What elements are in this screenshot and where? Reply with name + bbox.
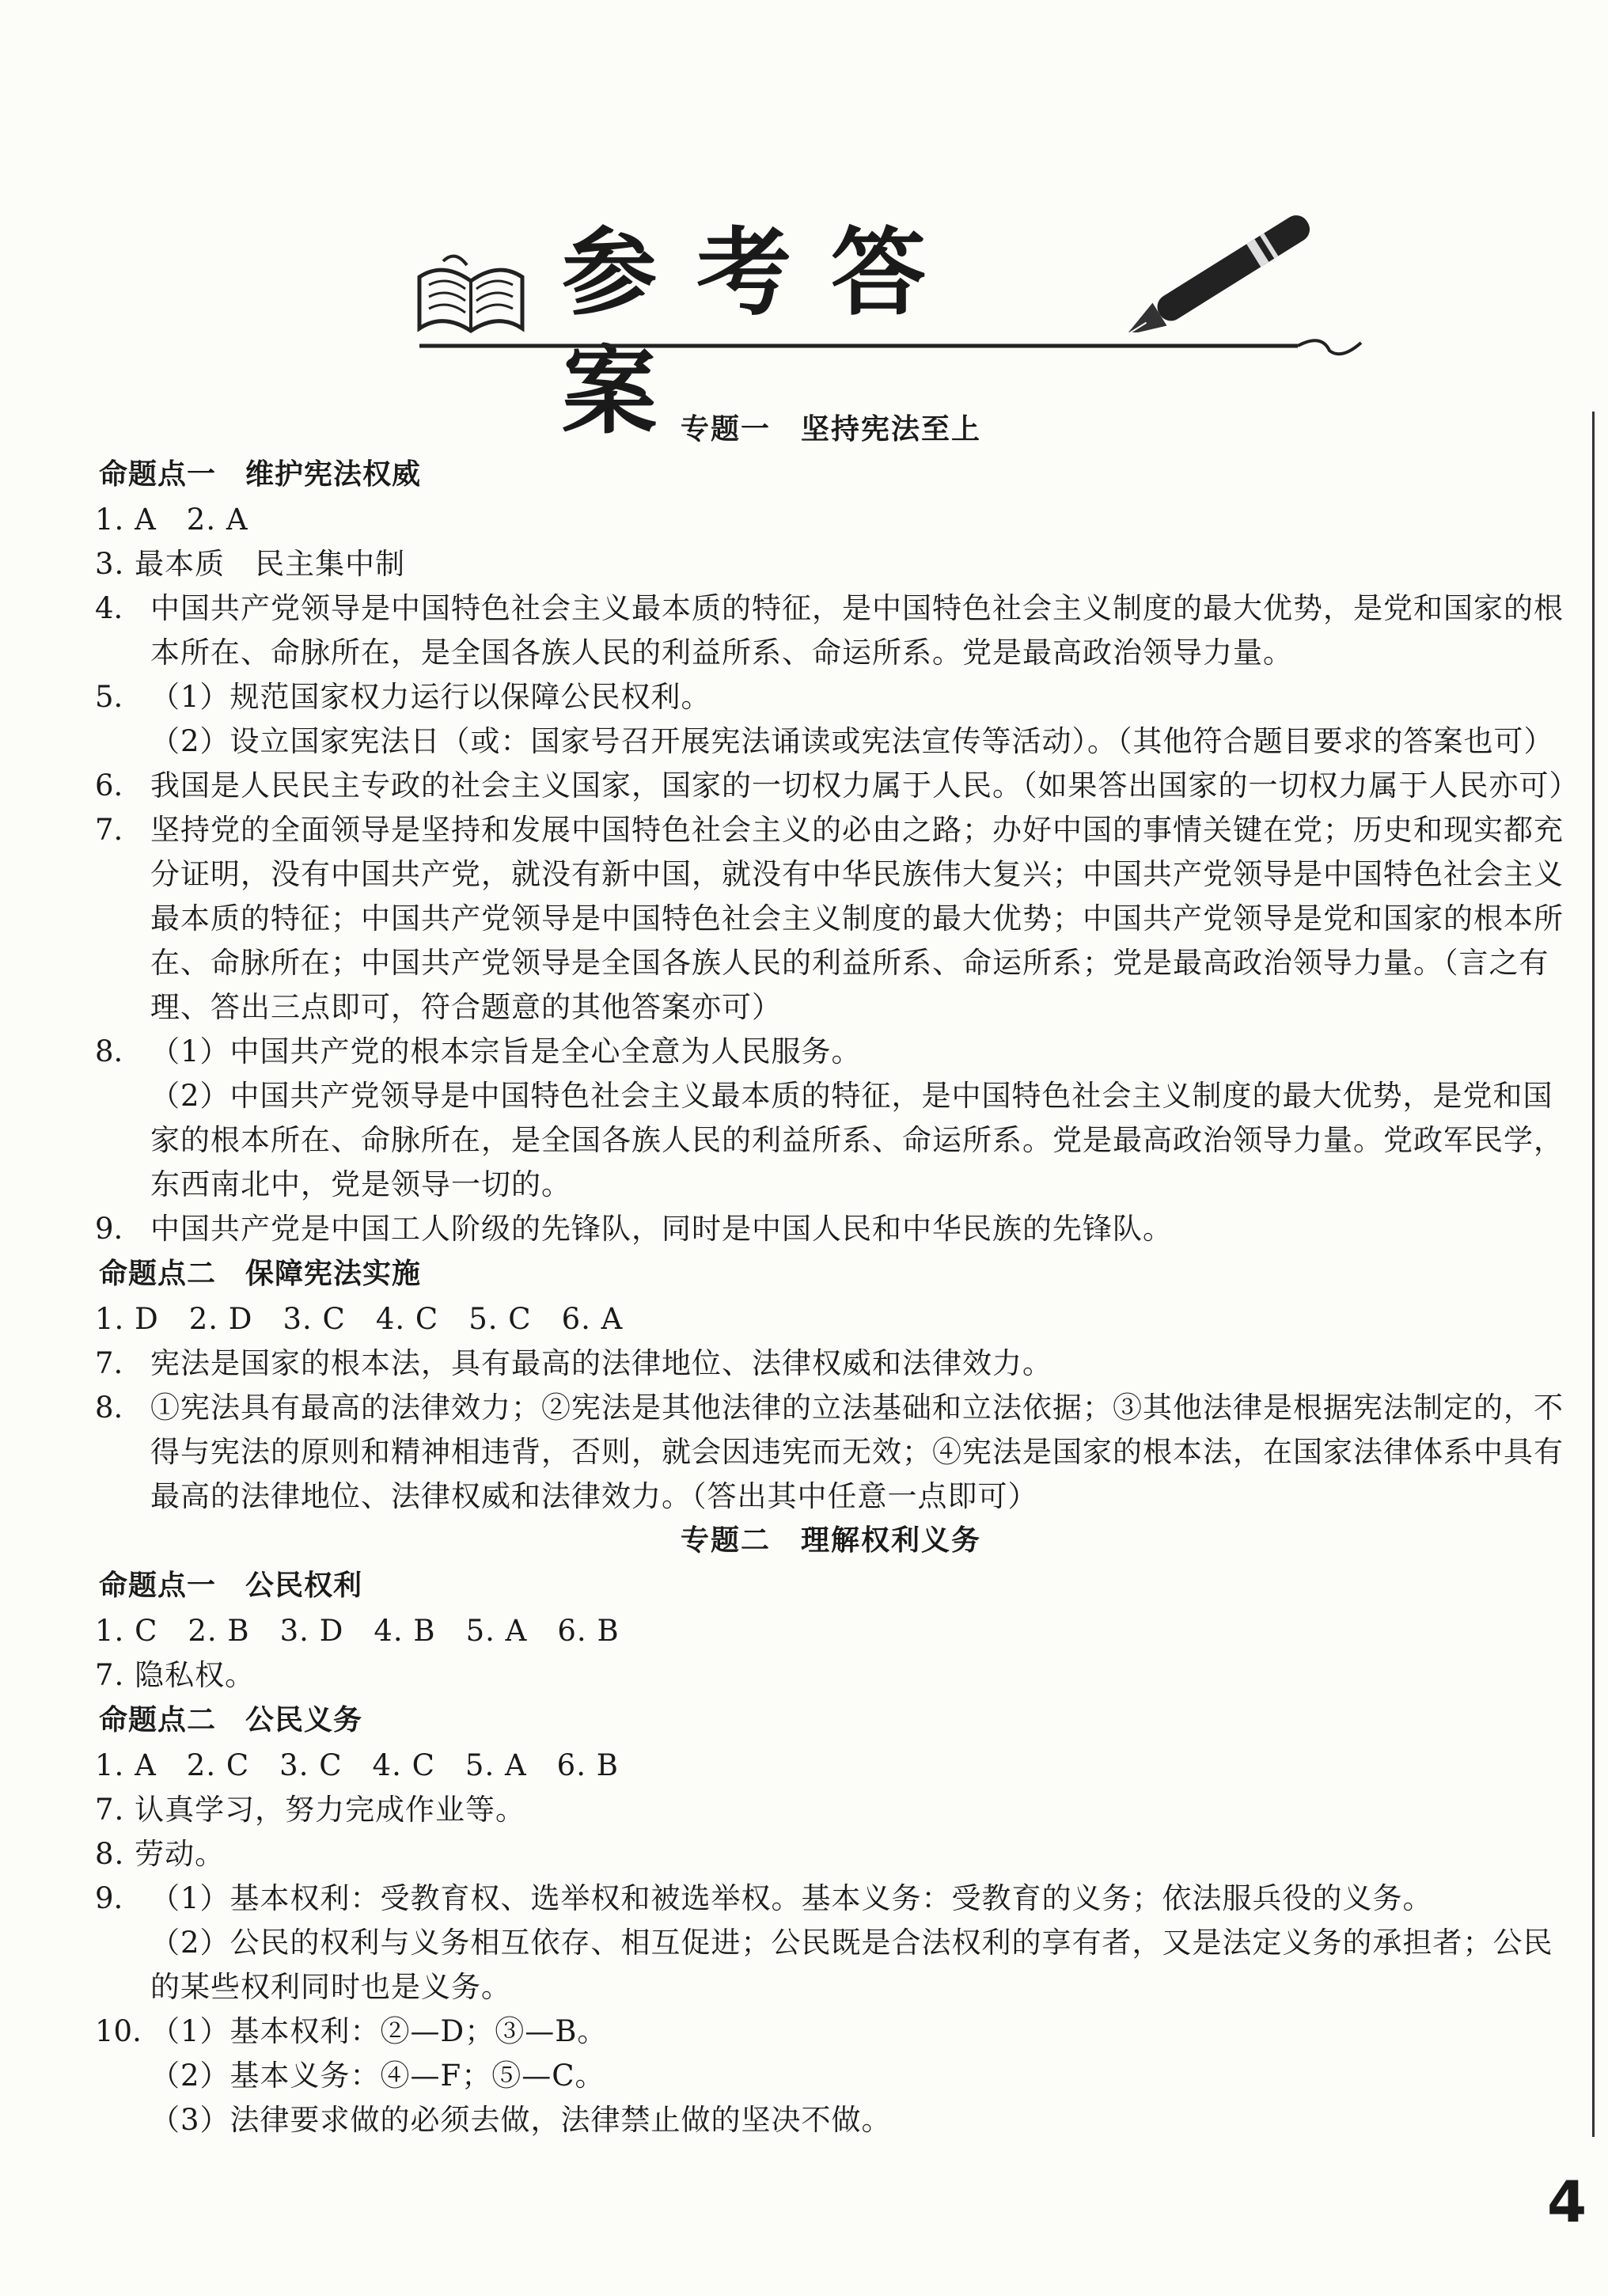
answer-item — [95, 2009, 1567, 2142]
answer-line: 1. A 2. C 3. C 4. C 5. A 6. B — [95, 1748, 619, 1782]
answer-text: 坚持党的全面领导是坚持和发展中国特色社会主义的必由之路；办好中国的事情关键在党；历史和现实都充分证明，没有中国共产党，就没有新中国，就没有中华民族伟大复兴；中国共产党领导是中国特色社会主义最本质的特征；中国共产党领导是中国特色社会主义制度的最大优势；中国共产党领导是党和国家的根本所在、命脉所在；中国共产党领导是全国各族人民的利益所系、命运所系；党是最高政治领导力量。（言之有理、答出三点即可，符合题意的其他答案亦可） — [150, 813, 1564, 1024]
answer-line: 3. 最本质 民主集中制 — [95, 547, 406, 581]
answer-line: 8. 劳动。 — [95, 1837, 226, 1871]
answer-item — [95, 1877, 1567, 2009]
answer-number: 8. — [95, 1034, 123, 1068]
answer-text — [150, 675, 1567, 764]
answer-text: 我国是人民民主专政的社会主义国家，国家的一切权力属于人民。（如果答出国家的一切权力属于人民亦可） — [150, 768, 1580, 803]
pen-icon — [1100, 214, 1345, 332]
answer-part: （1）中国共产党的根本宗旨是全心全意为人民服务。 — [150, 1034, 862, 1068]
answer-text — [150, 2009, 1567, 2142]
answer-number: 6. — [95, 768, 123, 803]
answer-number: 8. — [95, 1391, 123, 1425]
open-book-icon — [411, 245, 530, 340]
answer-part: （2）中国共产党领导是中国特色社会主义最本质的特征，是中国特色社会主义制度的最大优势，是党和国家的根本所在、命脉所在，是全国各族人民的利益所系、命运所系。党是最高政治领导力量。党政军民学，东西南北中，党是领导一切的。 — [150, 1079, 1564, 1201]
answer-line: 7. 认真学习，努力完成作业等。 — [95, 1793, 526, 1827]
answer-item — [95, 764, 1580, 808]
answer-part: （2）公民的权利与义务相互依存、相互促进；公民既是合法权利的享有者，又是法定义务的承担者；公民的某些权利同时也是义务。 — [150, 1926, 1553, 2004]
answer-text — [150, 1030, 1567, 1207]
answer-number: 7. — [95, 813, 123, 847]
answer-text: 中国共产党领导是中国特色社会主义最本质的特征，是中国特色社会主义制度的最大优势，是党和国家的根本所在、命脉所在，是全国各族人民的利益所系、命运所系。党是最高政治领导力量。 — [150, 591, 1564, 670]
answer-part: （3）法律要求做的必须去做，法律禁止做的坚决不做。 — [150, 2103, 892, 2137]
answer-line: 1. D 2. D 3. C 4. C 5. C 6. A — [95, 1302, 624, 1336]
answer-item — [95, 1030, 1567, 1207]
answer-number: 4. — [95, 591, 123, 625]
margin-rule — [1592, 412, 1595, 2137]
answer-part: （2）设立国家宪法日（或：国家号召开展宪法诵读或宪法宣传等活动）。（其他符合题目要求的答案也可） — [150, 724, 1554, 758]
answer-item — [95, 1207, 1567, 1251]
answer-line: 7. 隐私权。 — [95, 1658, 256, 1692]
subsection-title: 命题点二 公民义务 — [99, 1704, 363, 1736]
answer-part: （1）基本权利：受教育权、选举权和被选举权。基本义务：受教育的义务；依法服兵役的义务。 — [150, 1881, 1433, 1915]
answer-item — [95, 1386, 1567, 1519]
answer-line: 1. C 2. B 3. D 4. B 5. A 6. B — [95, 1614, 620, 1648]
subsection-title: 命题点一 维护宪法权威 — [99, 458, 422, 491]
answer-part: （2）基本义务：④—F；⑤—C。 — [150, 2059, 605, 2093]
answer-line: 1. A 2. A — [95, 503, 248, 537]
answer-text: 中国共产党是中国工人阶级的先锋队，同时是中国人民和中华民族的先锋队。 — [150, 1212, 1173, 1246]
answer-text: ①宪法具有最高的法律效力；②宪法是其他法律的立法基础和立法依据；③其他法律是根据宪法制定的，不得与宪法的原则和精神相违背，否则，就会因违宪而无效；④宪法是国家的根本法，在国家法律体系中具有最高的法律地位、法律权威和法律效力。（答出其中任意一点即可） — [150, 1391, 1564, 1513]
answer-item — [95, 586, 1567, 675]
answer-text — [150, 1877, 1567, 2009]
page-number: 4 — [1547, 2169, 1587, 2235]
section-title: 专题二 理解权利义务 — [680, 1524, 981, 1557]
answer-number: 9. — [95, 1212, 123, 1246]
answer-item — [95, 808, 1567, 1030]
answer-item — [95, 675, 1567, 764]
answer-part: （1）规范国家权力运行以保障公民权利。 — [150, 680, 711, 714]
answer-part: （1）基本权利：②—D；③—B。 — [150, 2014, 608, 2048]
subsection-title: 命题点一 公民权利 — [99, 1569, 363, 1602]
header-underline — [411, 336, 1401, 360]
answer-text: 宪法是国家的根本法，具有最高的法律地位、法律权威和法律效力。 — [150, 1346, 1052, 1380]
page-title: 参考答案 — [562, 217, 965, 447]
subsection-title: 命题点二 保障宪法实施 — [99, 1258, 422, 1290]
answer-number: 7. — [95, 1346, 123, 1380]
answer-content — [95, 408, 1580, 2142]
section-title: 专题一 坚持宪法至上 — [680, 413, 981, 446]
answer-number: 5. — [95, 680, 123, 714]
answer-number: 9. — [95, 1881, 123, 1915]
answer-number: 10. — [95, 2014, 142, 2048]
answer-item — [95, 1342, 1567, 1386]
